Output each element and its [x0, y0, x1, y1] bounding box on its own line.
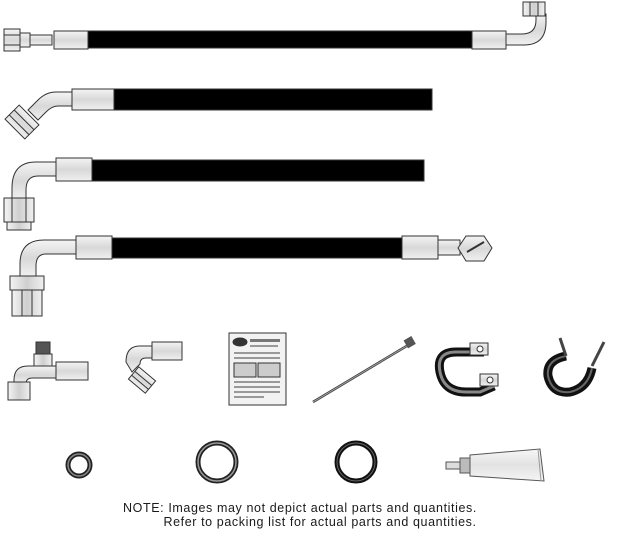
o-ring-large [337, 443, 375, 481]
hose-assembly-1 [4, 2, 546, 51]
hex-nut-icon [458, 236, 492, 261]
hose-body [92, 160, 424, 181]
hose-body [88, 31, 472, 48]
hose-body [114, 89, 432, 110]
cable-tie [313, 336, 416, 402]
nut-left-icon [4, 29, 20, 51]
o-ring-medium [198, 443, 236, 481]
hose-assembly-4 [10, 236, 492, 316]
hose-body [112, 238, 402, 258]
hose-assembly-3 [4, 158, 424, 230]
hose-assembly-2 [5, 89, 432, 139]
elbow-fitting [126, 342, 182, 393]
p-clamp [548, 338, 604, 392]
o-ring-small [68, 454, 90, 476]
nut-icon [4, 198, 34, 222]
lubricant-tube [446, 449, 544, 481]
service-port-fitting [8, 342, 88, 400]
nut-right-icon [523, 2, 545, 16]
note-line-1: NOTE: Images may not depict actual parts and quantities. [123, 501, 477, 515]
cushion-clamp [439, 343, 498, 392]
instruction-sheet [229, 333, 286, 405]
note-line-2: Refer to packing list for actual parts and quantities. [163, 515, 477, 529]
